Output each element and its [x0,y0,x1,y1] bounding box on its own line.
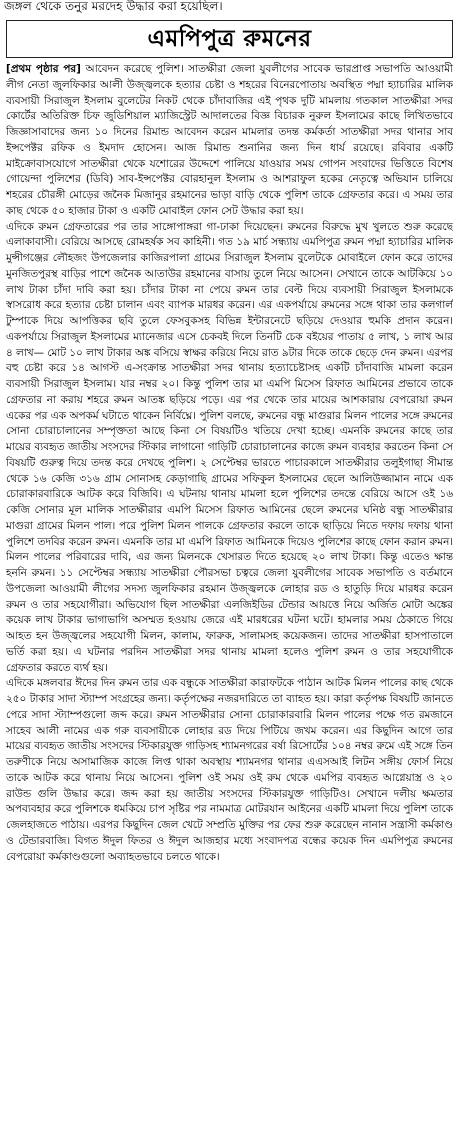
paragraph-text: আবেদন করেছে পুলিশ। সাতক্ষীরা জেলা যুবলীগের সাবেক ভারপ্রাপ্ত সভাপতি আওয়ামী লীগ নেতা জুলফিকার আলী উজ্জ্বলকে হত্যার চেষ্টা ও শহরের বিনেরপোতায় অবস্থিত পদ্মা হ্যাচারির মালিক ব্যবসায়ী সিরাজুল ইসলাম বুলেটের নিকট থেকে চাঁদাবাজির এই পৃথক দুটি মামলায় গতকাল সাতক্ষীরা সদর কোর্টের অতিরিক্ত চিফ জুডিশিয়াল ম্যাজিস্ট্রেট আদালতের বিজ্ঞ বিচারক নুরুল ইসলামের কাছে লিখিতভাবে জিজ্ঞাসাবাদের জন্য ১০ দিনের রিমান্ড আবেদন করেন মামলার তদন্ত কর্মকর্তা সাতক্ষীরা সদর থানার সাব ইন্সপেক্টর রফিক ও ইমদাদ হোসেন। আজ রিমান্ড শুনানির জন্য দিন ধার্য রয়েছে। রবিবার একটি মাইক্রোবাসযোগে সাতক্ষীরা থেকে যশোরের উদ্দেশে পালিয়ে যাওয়ার সময় গোপন সংবাদের ভিত্তিতে বিশেষ গোয়েন্দা পুলিশের (ডিবি) সাব-ইন্সপেক্টর বোরহানুল ইসলাম ও আশরাফুল হকের নেতৃত্বে অভিযান চালিয়ে শহরের চৌরঙ্গী মোড়ের জনৈক মিজানুর রহমানের ভাড়া বাড়ি থেকে পুলিশ তাকে গ্রেফতার করে। এ সময় তার কাছ থেকে ৫০ হাজার টাকা ও একটি মোবাইল ফোন সেট উদ্ধার করা হয়। [6,63,453,217]
continuation-dateline: [প্রথম পৃষ্ঠার পর] [6,63,81,75]
previous-article-fragment: জঙ্গল থেকে তনুর মরদেহ উদ্ধার করা হয়েছিল। [4,0,223,13]
article-body [6,62,453,1134]
article-paragraph: এদিকে রুমন গ্রেফতারের পর তার সাঙ্গোপাঙ্গরা গা-ঢাকা দিয়েছেন। রুমনের বিরুদ্ধে মুখ খুলতে শুরু করেছে এলাকাবাসী। বেরিয়ে আসছে রোমহর্ষক সব কাহিনী। গত ১৯ মার্চ সন্ধ্যায় এমপিপুত্র রুমন পদ্মা হ্যাচারির মালিক মুন্সীগঞ্জের লৌহজং উপজেলার কাজিরপালা গ্রামের সিরাজুল ইসলাম বুলেটকে মোবাইলে ফোন করে তাদের মুনজিতপুরস্থ বাড়ির পাশে জনৈক আতাউর রহমানের বাসায় তুলে নিয়ে আসেন। সেখানে তাকে আটকিয়ে ১০ লাখ টাকা চাঁদা দাবি করা হয়। চাঁদার টাকা না পেয়ে রুমন তার বেল্ট দিয়ে ব্যবসায়ী সিরাজুল ইসলামকে স্বাসরোধ করে হত্যার চেষ্টা চালান এবং ব্যাপক মারধর করেন। এর একপর্যায়ে রুমনের সঙ্গে থাকা তার কলগার্ল টুম্পাকে দিয়ে আপত্তিকর ছবি তুলে ফেসবুকসহ বিভিন্ন ইন্টারনেটে ছড়িয়ে দেওয়ার হুমকি প্রদান করেন। একপর্যায়ে সিরাজুল ইসলামের ম্যানেজার এসে চেকবই দিলে তিনটি চেক বইয়ের পাতায় ৫ লাখ, ১ লাখ আর ৪ লাখ— মোট ১০ লাখ টাকার অঙ্ক বসিয়ে স্বাক্ষর করিয়ে নিয়ে রাত ৯টার দিকে তাকে ছেড়ে দেন রুমন। এরপর বহু চেষ্টা করে ১৪ আগস্ট এ-সংক্রান্ত সাতক্ষীরা সদর থানায় হত্যাচেষ্টাসহ একটি চাঁদাবাজি মামলা করেন ব্যবসায়ী সিরাজুল ইসলাম। যার নম্বর ২০। কিন্তু পুলিশ তার মা এমপি মিসেস রিফাত আমিনের প্রভাবে তাকে গ্রেফতার না করায় শহরে রুমন আতঙ্ক ছড়িয়ে পড়ে। এর পর থেকে তার মায়ের আশকারায় বেপরোয়া রুমন একের পর এক অপকর্ম ঘটাতে থাকেন নির্বিঘ্নে। পুলিশ বলছে, রুমনের বন্ধু মাগুরার মিলন পালের সঙ্গে রুমনের সোনা চোরাচালানের সম্পৃক্ততা আছে কিনা সে বিষয়টিও খতিয়ে দেখা হচ্ছে। এমনকি রুমনের কাছে তার মায়ের ব্যবহৃত জাতীয় সংসদের স্টিকার লাগানো গাড়িটি চোরাচালানের কাজে রুমন ব্যবহার করতেন কিনা সে বিষয়টি গুরুত্ব দিয়ে তদন্ত করে দেখছে পুলিশ। ২ সেপ্টেম্বর ভারতে পাচারকালে সাতক্ষীরার তলুইগাছা সীমান্ত থেকে ১৬ কেজি ৩১৬ গ্রাম সোনাসহ কেড়াগাছি গ্রামের সফিকুল ইসলামের ছেলে আলিউজ্জামান নামে এক চোরাকারবারিকে আটক করে বিজিবি। এ ঘটনায় থানায় মামলা হলে পুলিশের তদন্তে বেরিয়ে আসে ওই ১৬ কেজি সোনার মূল মালিক সাতক্ষীরার এমপি মিসেস রিফাত আমিনের ছেলে রুমনের ঘনিষ্ঠ বন্ধু সাতক্ষীরার মাগুরা গ্রামের মিলন পাল। পরে পুলিশ মিলন পালকে গ্রেফতার করলে তাকে ছাড়িয়ে নিতে দফায় দফায় থানা পুলিশে তদবির করেন রুমন। এমনকি তার মা এমপি রিফাত আমিনকে দিয়েও পুলিশের কাছে ফোন করান রুমন। মিলন পালের পরিবারের দাবি, এর জন্য মিলনকে খেসারত দিতে হয়েছে ২০ লাখ টাকা। কিন্তু এতেও ক্ষান্ত হননি রুমন। ১১ সেপ্টেম্বর সন্ধ্যায় সাতক্ষীরা পৌরসভা চত্বরে জেলা যুবলীগের সাবেক সভাপতি ও বর্তমানে উপজেলা আওয়ামী লীগের সদস্য জুলফিকার রহমান উজ্জ্বলকে লোহার রড ও হাতুড়ি দিয়ে মারধর করেন রুমন ও তার সহযোগীরা। অভিযোগ ছিল সাতক্ষীরা এলজিইডির টেন্ডার আয়ত্তে নিয়ে অর্জিত মোটা অঙ্কের কয়েক লাখ টাকার ভাগাভাগি অসম্মত হওয়ায় জেরে এই মারধরের ঘটনা ঘটে। হামলার সময় ঠেকাতে গিয়ে আহত হন উজ্জ্বলের সহযোগী মিলন, কালাম, ফারুক, সালামসহ কয়েকজন। তাদের সাতক্ষীরা হাসপাতালে ভর্তি করা হয়। এ ঘটনার পরদিন সাতক্ষীরা সদর থানায় মামলা হলেও পুলিশ রুমন ও তার সহযোগীকে গ্রেফতার করতে ব্যর্থ হয়। [6,220,453,674]
article-paragraph [6,62,453,220]
headline-box [6,20,453,58]
article-paragraph: এদিকে মঙ্গলবার ঈদের দিন রুমন তার এক বন্ধুকে সাতক্ষীরা কারাফটকে পাঠান আটক মিলন পালের কাছ থেকে ২৫০ টাকার সাদা স্ট্যাম্প সংগ্রহের জন্য। কর্তৃপক্ষের নজরদারিতে তা ব্যাহত হয়। কারা কর্তৃপক্ষ বিষয়টি জানতে পেরে সাদা স্ট্যাম্পগুলো জব্দ করে। রুমন সাতক্ষীরার সোনা চোরাকারবারি মিলন পালের পক্ষে গত রমজানে সাহেব আলী নামের এক গরু ব্যবসায়ীকে লোহার রড দিয়ে পিটিয়ে জখম করেন। এর কিছুদিন আগে তার মায়ের ব্যবহৃত জাতীয় সংসদের স্টিকারযুক্ত গাড়িসহ শ্যামনগরের বর্ষা রিসোর্টের ১০৪ নম্বর রুমে এই সঙ্গে তিন তরুণীকে নিয়ে অসামাজিক কাজে লিপ্ত থাকা অবস্থায় শ্যামনগর থানার এএসআই লিটন সঙ্গীয় ফোর্স নিয়ে তাকে আটক করে থানায় নিয়ে আসেন। পুলিশ ওই সময় ওই রুম থেকে এমপির ব্যবহৃত আগ্নেয়াস্ত্র ও ২০ রাউন্ড গুলি উদ্ধার করে। জব্দ করা হয় জাতীয় সংসদের স্টিকারযুক্ত গাড়িটিও। সেখানে দলীয় ক্ষমতার অপব্যবহার করে পুলিশকে ধমকিয়ে চাপ সৃষ্টির পর নামমাত্র মোটরযান আইনের একটি মামলা দিয়ে পুলিশ তাকে জেলহাজতে পাঠায়। এরপর কিছুদিন জেল খেটে সম্প্রতি মুক্তির পর ফের শুরু করেছেন নানান সন্ত্রাসী কর্মকাণ্ড ও টেন্ডারবাজি। বিগত ঈদুল ফিতর ও ঈদুল আজহার মধ্যে সংবাদপত্র বন্ধের কয়েক দিন এমপিপুত্র রুমনের বেপরোয়া কর্মকাণ্ডগুলো অব্যাহতভাবে চলতে থাকে। [6,677,453,863]
article-headline: এমপিপুত্র রুমনের [147,25,312,52]
